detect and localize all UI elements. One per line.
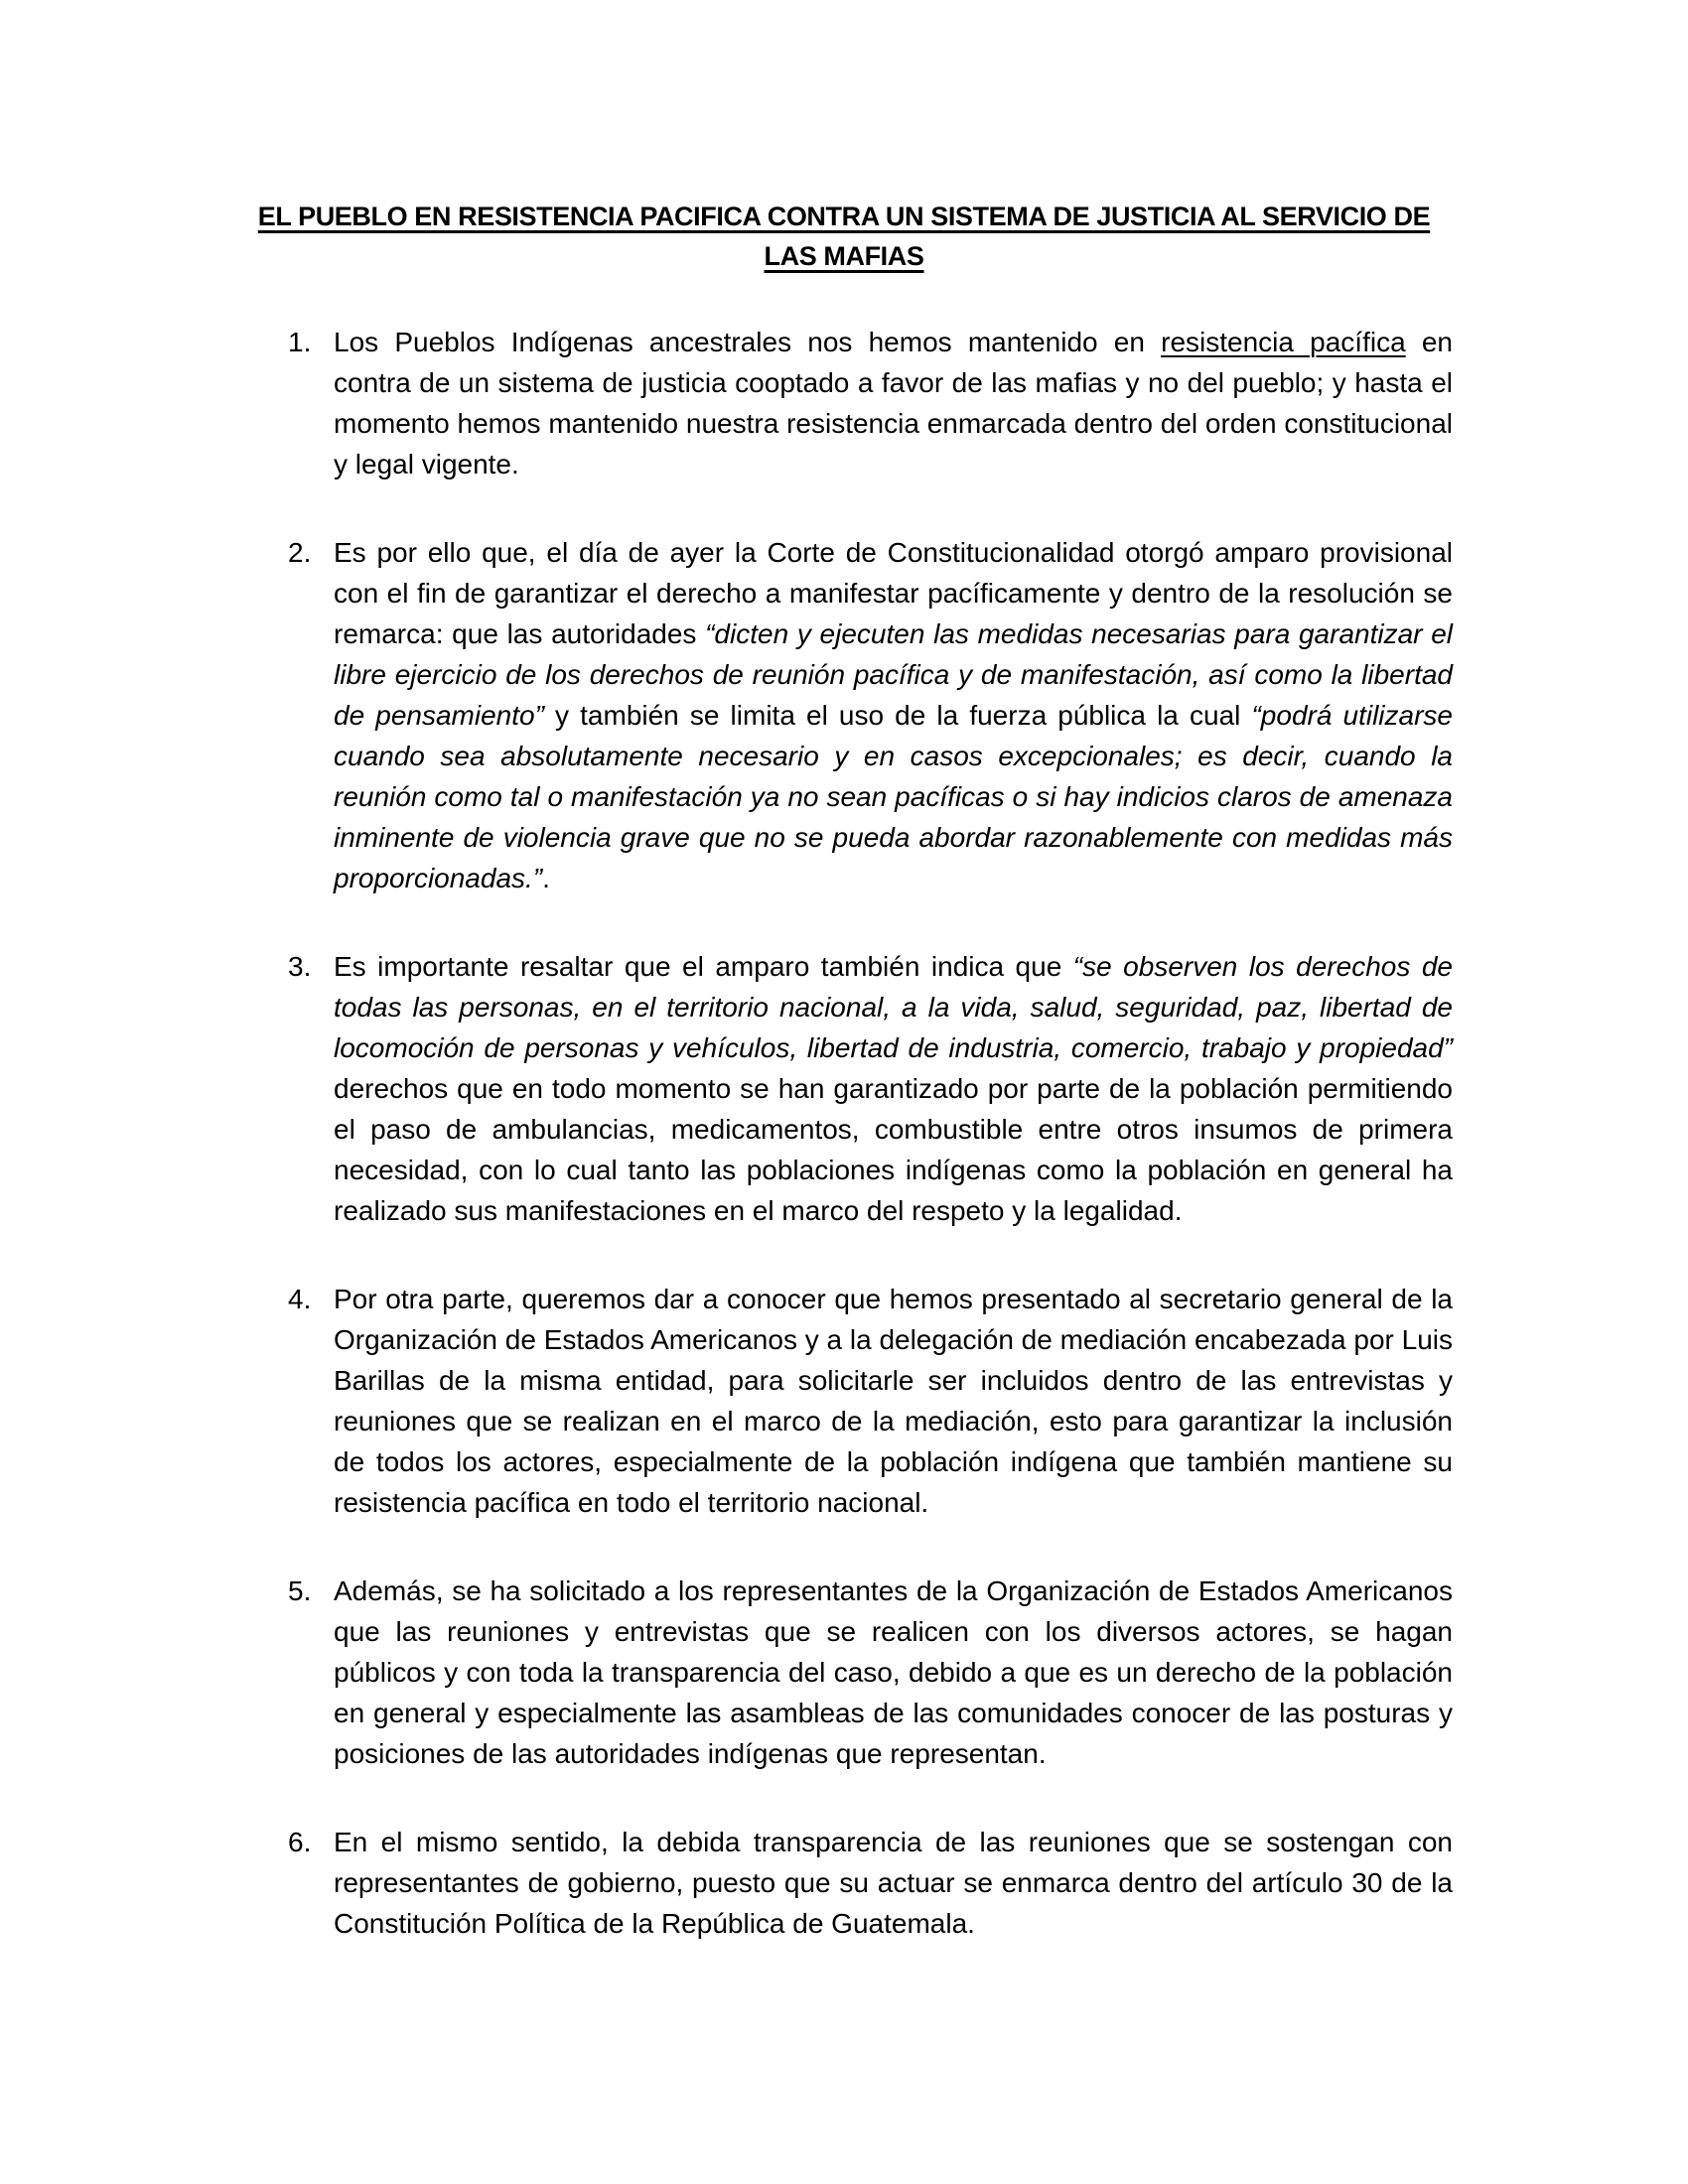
text-segment: derechos que en todo momento se han garantizado por parte de la población permitiendo el paso de ambulancias, medicamentos, combustible entre otros insumos de primera necesidad, con lo cual tanto las poblaciones indígenas como la población en general ha realizado sus manifestaciones en el marco del respeto y la legalidad. bbox=[334, 1073, 1453, 1226]
list-item-3 bbox=[235, 946, 1453, 1231]
text-segment: Además, se ha solicitado a los representantes de la Organización de Estados Americanos que las reuniones y entrevistas que se realicen con los diversos actores, se hagan públicos y con toda la transparencia del caso, debido a que es un derecho de la población en general y especialmente las asambleas de las comunidades conocer de las posturas y posiciones de las autoridades indígenas que representan. bbox=[334, 1575, 1453, 1769]
title-line-1: EL PUEBLO EN RESISTENCIA PACIFICA CONTRA UN SISTEMA DE JUSTICIA AL SERVICIO DE bbox=[257, 202, 1431, 231]
paragraph-text bbox=[334, 322, 1453, 484]
text-segment: y también se limita el uso de la fuerza pública la cual bbox=[543, 700, 1252, 731]
text-segment: Los Pueblos Indígenas ancestrales nos hemos mantenido en bbox=[334, 327, 1162, 357]
list-number: 4. bbox=[288, 1284, 312, 1314]
text-segment: En el mismo sentido, la debida transparencia de las reuniones que se sostengan con representantes de gobierno, puesto que su actuar se enmarca dentro del artículo 30 de la Constitución Política de la República de Guatemala. bbox=[334, 1827, 1453, 1939]
text-segment: Es importante resaltar que el amparo también indica que bbox=[334, 951, 1073, 982]
text-segment-quote-italic: “se observen los derechos de todas las personas, en el territorio nacional, a la vida, salud, seguridad, paz, libertad de locomoción de personas y vehículos, libertad de industria, comercio, trabajo y propiedad” bbox=[334, 951, 1453, 1063]
document-title bbox=[0, 0, 1688, 276]
paragraph-text bbox=[334, 946, 1453, 1231]
list-number: 6. bbox=[288, 1827, 312, 1857]
list-number: 1. bbox=[288, 327, 312, 357]
list-number: 3. bbox=[288, 951, 312, 982]
text-segment-quote-italic: “podrá utilizarse cuando sea absolutamente necesario y en casos excepcionales; es decir, cuando la reunión como tal o manifestación ya no sean pacíficas o si hay indicios claros de amenaza inminente de violencia grave que no se pueda abordar razonablemente con medidas más proporcionadas.” bbox=[334, 700, 1453, 893]
paragraph-text bbox=[334, 532, 1453, 898]
paragraph-text bbox=[334, 1570, 1453, 1774]
text-segment: Es por ello que, el día de ayer la Corte de Constitucionalidad otorgó amparo provisional con el fin de garantizar el derecho a manifestar pacíficamente y dentro de la resolución se remarca: que las autoridades bbox=[334, 537, 1453, 649]
paragraph-text bbox=[334, 1279, 1453, 1523]
paragraph-text bbox=[334, 1822, 1453, 1944]
text-segment-quote-italic: “dicten y ejecuten las medidas necesarias para garantizar el libre ejercicio de los derechos de reunión pacífica y de manifestación, así como la libertad de pensamiento” bbox=[334, 618, 1453, 731]
list-item-5 bbox=[235, 1570, 1453, 1774]
text-segment-underlined: resistencia pacífica bbox=[1161, 327, 1406, 357]
list-item-1 bbox=[235, 322, 1453, 484]
list-item-2 bbox=[235, 532, 1453, 898]
list-item-4 bbox=[235, 1279, 1453, 1523]
document-body bbox=[0, 322, 1688, 1944]
text-segment: en contra de un sistema de justicia cooptado a favor de las mafias y no del pueblo; y hasta el momento hemos mantenido nuestra resistencia enmarcada dentro del orden constitucional y legal vigente. bbox=[334, 327, 1453, 479]
list-item-6 bbox=[235, 1822, 1453, 1944]
title-line-2: LAS MAFIAS bbox=[764, 241, 924, 271]
list-number: 2. bbox=[288, 537, 312, 568]
text-segment: Por otra parte, queremos dar a conocer que hemos presentado al secretario general de la Organización de Estados Americanos y a la delegación de mediación encabezada por Luis Barillas de la misma entidad, para solicitarle ser incluidos dentro de las entrevistas y reuniones que se realizan en el marco de la mediación, esto para garantizar la inclusión de todos los actores, especialmente de la población indígena que también mantiene su resistencia pacífica en todo el territorio nacional. bbox=[334, 1284, 1453, 1518]
list-number: 5. bbox=[288, 1575, 312, 1606]
text-segment: . bbox=[542, 863, 550, 893]
